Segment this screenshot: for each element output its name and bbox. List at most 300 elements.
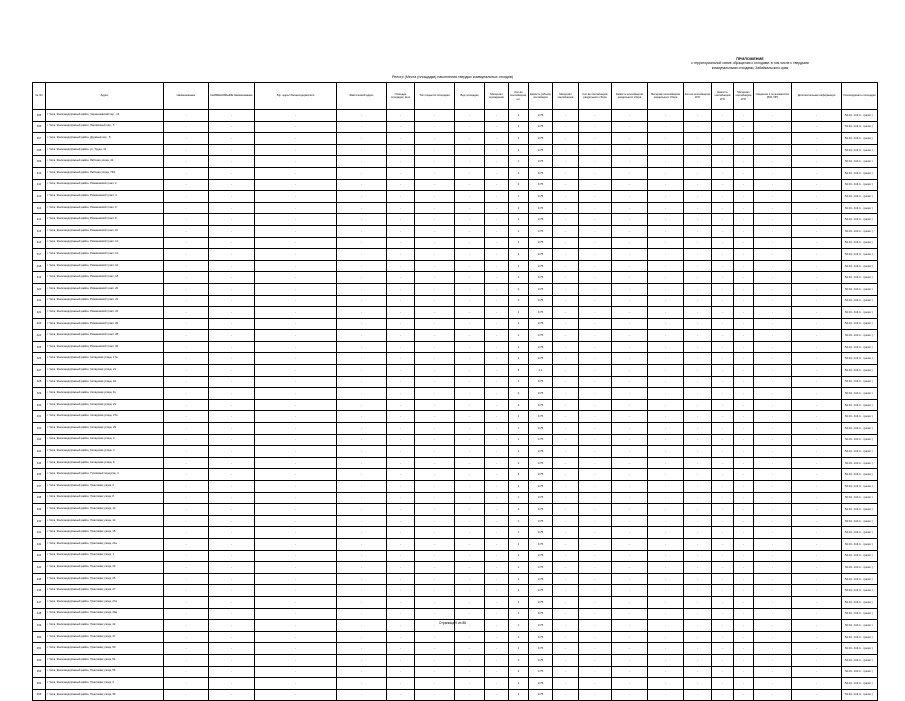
- blank-cell: -: [612, 191, 648, 203]
- container-count: 5: [509, 365, 529, 377]
- blank-cell: -: [255, 620, 337, 632]
- blank-cell: -: [415, 330, 455, 342]
- blank-cell: -: [684, 411, 712, 423]
- blank-cell: -: [612, 573, 648, 585]
- blank-cell: -: [164, 353, 209, 365]
- appendix-line-2: коммунальными отходами, Забайкальского края: [711, 65, 789, 70]
- row-address: г. Чита, Железнодорожный район, Трактовая улица, 40а: [46, 608, 164, 620]
- blank-cell: -: [553, 249, 579, 261]
- blank-cell: -: [337, 133, 387, 145]
- blank-cell: -: [209, 353, 255, 365]
- row-coordinates: 52.04...113.4... (нечит.): [842, 307, 878, 319]
- blank-cell: -: [209, 202, 255, 214]
- blank-cell: -: [337, 550, 387, 562]
- blank-cell: -: [255, 527, 337, 539]
- blank-cell: -: [734, 283, 754, 295]
- container-count: 2: [509, 388, 529, 400]
- row-number: 447: [33, 596, 46, 608]
- blank-cell: -: [648, 144, 684, 156]
- blank-cell: -: [712, 110, 734, 122]
- blank-cell: -: [684, 272, 712, 284]
- container-volume: 0.75: [529, 249, 553, 261]
- row-number: 410: [33, 167, 46, 179]
- blank-cell: -: [255, 596, 337, 608]
- blank-cell: -: [164, 469, 209, 481]
- blank-cell: -: [754, 191, 792, 203]
- row-number: 437: [33, 481, 46, 493]
- container-volume: 0.75: [529, 376, 553, 388]
- container-count: 1: [509, 481, 529, 493]
- blank-cell: -: [485, 411, 509, 423]
- blank-cell: -: [485, 457, 509, 469]
- blank-cell: -: [579, 295, 612, 307]
- blank-cell: -: [209, 365, 255, 377]
- blank-cell: -: [209, 341, 255, 353]
- container-count: 1: [509, 446, 529, 458]
- blank-cell: -: [255, 666, 337, 678]
- blank-cell: -: [579, 272, 612, 284]
- blank-cell: -: [684, 307, 712, 319]
- blank-cell: -: [579, 434, 612, 446]
- table-row: [33, 110, 878, 122]
- blank-cell: -: [754, 573, 792, 585]
- blank-cell: -: [455, 446, 485, 458]
- row-number: 450: [33, 631, 46, 643]
- blank-cell: -: [792, 202, 842, 214]
- blank-cell: -: [792, 191, 842, 203]
- blank-cell: -: [712, 295, 734, 307]
- blank-cell: -: [579, 191, 612, 203]
- blank-cell: -: [387, 121, 415, 133]
- row-address: г. Чита, Железнодорожный район, Трактовая улица, 36: [46, 689, 164, 701]
- table-row: [33, 249, 878, 261]
- blank-cell: -: [712, 469, 734, 481]
- blank-cell: -: [485, 295, 509, 307]
- blank-cell: -: [792, 167, 842, 179]
- blank-cell: -: [734, 376, 754, 388]
- blank-cell: -: [734, 562, 754, 574]
- row-number: 407: [33, 133, 46, 145]
- blank-cell: -: [754, 643, 792, 655]
- blank-cell: -: [337, 237, 387, 249]
- blank-cell: -: [612, 631, 648, 643]
- blank-cell: -: [612, 469, 648, 481]
- blank-cell: -: [648, 214, 684, 226]
- blank-cell: -: [337, 260, 387, 272]
- column-header: Геокоординаты площадки: [842, 83, 878, 110]
- row-address: г. Чита, Железнодорожный район, Трактовая улица, 18: [46, 527, 164, 539]
- row-coordinates: 52.04...113.4... (нечит.): [842, 214, 878, 226]
- blank-cell: -: [337, 585, 387, 597]
- blank-cell: -: [684, 399, 712, 411]
- table-row: [33, 399, 878, 411]
- blank-cell: -: [684, 365, 712, 377]
- column-header: Материал контейнеров: [553, 83, 579, 110]
- blank-cell: -: [648, 388, 684, 400]
- blank-cell: -: [579, 666, 612, 678]
- row-coordinates: 52.04...113.4... (нечит.): [842, 631, 878, 643]
- blank-cell: -: [579, 620, 612, 632]
- row-number: 415: [33, 225, 46, 237]
- blank-cell: -: [164, 283, 209, 295]
- blank-cell: -: [164, 376, 209, 388]
- row-address: г. Чита, Железнодорожный район, Романовский тракт, 28: [46, 330, 164, 342]
- blank-cell: -: [612, 144, 648, 156]
- blank-cell: -: [754, 620, 792, 632]
- blank-cell: -: [553, 295, 579, 307]
- blank-cell: -: [255, 272, 337, 284]
- blank-cell: -: [209, 504, 255, 516]
- blank-cell: -: [255, 492, 337, 504]
- blank-cell: -: [455, 457, 485, 469]
- blank-cell: -: [455, 550, 485, 562]
- table-row: [33, 689, 878, 701]
- table-row: [33, 515, 878, 527]
- blank-cell: -: [164, 156, 209, 168]
- blank-cell: -: [684, 260, 712, 272]
- blank-cell: -: [455, 237, 485, 249]
- blank-cell: -: [485, 260, 509, 272]
- blank-cell: -: [455, 678, 485, 690]
- container-volume: 0.75: [529, 515, 553, 527]
- row-address: г. Чита, Железнодорожный район, Тупиковый переулок, 4: [46, 469, 164, 481]
- container-count: 1: [509, 318, 529, 330]
- blank-cell: -: [648, 121, 684, 133]
- blank-cell: -: [415, 318, 455, 330]
- blank-cell: -: [612, 121, 648, 133]
- table-row: [33, 272, 878, 284]
- blank-cell: -: [485, 272, 509, 284]
- blank-cell: -: [579, 527, 612, 539]
- blank-cell: -: [164, 573, 209, 585]
- container-count: 1: [509, 608, 529, 620]
- blank-cell: -: [754, 179, 792, 191]
- blank-cell: -: [579, 573, 612, 585]
- blank-cell: -: [712, 341, 734, 353]
- blank-cell: -: [684, 596, 712, 608]
- blank-cell: -: [712, 504, 734, 516]
- row-number: 440: [33, 515, 46, 527]
- blank-cell: -: [415, 492, 455, 504]
- blank-cell: -: [387, 307, 415, 319]
- row-coordinates: 52.04...113.4... (нечит.): [842, 133, 878, 145]
- blank-cell: -: [754, 562, 792, 574]
- blank-cell: -: [255, 643, 337, 655]
- table-row: [33, 504, 878, 516]
- blank-cell: -: [455, 110, 485, 122]
- blank-cell: -: [712, 237, 734, 249]
- blank-cell: -: [553, 678, 579, 690]
- blank-cell: -: [209, 237, 255, 249]
- blank-cell: -: [485, 596, 509, 608]
- blank-cell: -: [754, 110, 792, 122]
- container-count: 1: [509, 272, 529, 284]
- container-volume: 0.75: [529, 307, 553, 319]
- table-row: [33, 585, 878, 597]
- column-header: Материал контейнеров раздельного сбора: [648, 83, 684, 110]
- blank-cell: -: [612, 666, 648, 678]
- blank-cell: -: [209, 214, 255, 226]
- blank-cell: -: [485, 341, 509, 353]
- column-header: Наименование: [164, 83, 209, 110]
- blank-cell: -: [164, 214, 209, 226]
- blank-cell: -: [553, 446, 579, 458]
- blank-cell: -: [754, 295, 792, 307]
- blank-cell: -: [255, 654, 337, 666]
- blank-cell: -: [553, 666, 579, 678]
- column-header: Дополнительная информация: [792, 83, 842, 110]
- blank-cell: -: [684, 562, 712, 574]
- blank-cell: -: [754, 457, 792, 469]
- blank-cell: -: [455, 643, 485, 655]
- blank-cell: -: [337, 446, 387, 458]
- blank-cell: -: [455, 504, 485, 516]
- row-coordinates: 52.04...113.4... (нечит.): [842, 388, 878, 400]
- blank-cell: -: [579, 457, 612, 469]
- blank-cell: -: [734, 237, 754, 249]
- row-address: г. Чита, Железнодорожный район, Романовский тракт, 18: [46, 272, 164, 284]
- container-count: 1: [509, 678, 529, 690]
- blank-cell: -: [792, 492, 842, 504]
- container-volume: 0.75: [529, 191, 553, 203]
- blank-cell: -: [337, 481, 387, 493]
- table-row: [33, 191, 878, 203]
- blank-cell: -: [648, 434, 684, 446]
- row-number: 423: [33, 318, 46, 330]
- blank-cell: -: [455, 527, 485, 539]
- container-volume: 0.75: [529, 388, 553, 400]
- blank-cell: -: [387, 144, 415, 156]
- blank-cell: -: [415, 399, 455, 411]
- container-volume: 0.75: [529, 167, 553, 179]
- blank-cell: -: [209, 388, 255, 400]
- container-volume: 0.75: [529, 469, 553, 481]
- blank-cell: -: [387, 481, 415, 493]
- blank-cell: -: [337, 538, 387, 550]
- blank-cell: -: [754, 596, 792, 608]
- blank-cell: -: [579, 399, 612, 411]
- blank-cell: -: [455, 388, 485, 400]
- blank-cell: -: [734, 272, 754, 284]
- blank-cell: -: [648, 562, 684, 574]
- blank-cell: -: [612, 689, 648, 701]
- blank-cell: -: [579, 365, 612, 377]
- blank-cell: -: [754, 214, 792, 226]
- row-address: г. Чита, Железнодорожный район, Чернышевский пер., 14: [46, 110, 164, 122]
- blank-cell: -: [387, 654, 415, 666]
- container-count: 1: [509, 585, 529, 597]
- blank-cell: -: [684, 481, 712, 493]
- blank-cell: -: [684, 318, 712, 330]
- blank-cell: -: [712, 538, 734, 550]
- container-volume: 0.75: [529, 260, 553, 272]
- container-count: 1: [509, 434, 529, 446]
- blank-cell: -: [387, 179, 415, 191]
- blank-cell: -: [255, 631, 337, 643]
- blank-cell: -: [579, 167, 612, 179]
- blank-cell: -: [485, 121, 509, 133]
- blank-cell: -: [337, 156, 387, 168]
- blank-cell: -: [255, 307, 337, 319]
- blank-cell: -: [337, 492, 387, 504]
- row-coordinates: 52.04...113.4... (нечит.): [842, 179, 878, 191]
- row-number: 418: [33, 260, 46, 272]
- blank-cell: -: [684, 469, 712, 481]
- blank-cell: -: [792, 585, 842, 597]
- row-number: 408: [33, 144, 46, 156]
- blank-cell: -: [387, 272, 415, 284]
- blank-cell: -: [612, 133, 648, 145]
- blank-cell: -: [387, 573, 415, 585]
- table-row: [33, 550, 878, 562]
- blank-cell: -: [684, 515, 712, 527]
- blank-cell: -: [337, 423, 387, 435]
- row-number: 434: [33, 446, 46, 458]
- blank-cell: -: [415, 504, 455, 516]
- blank-cell: -: [792, 504, 842, 516]
- blank-cell: -: [734, 318, 754, 330]
- blank-cell: -: [754, 144, 792, 156]
- blank-cell: -: [255, 434, 337, 446]
- blank-cell: -: [455, 156, 485, 168]
- blank-cell: -: [164, 110, 209, 122]
- blank-cell: -: [553, 283, 579, 295]
- blank-cell: -: [754, 318, 792, 330]
- row-coordinates: 52.04...113.4... (нечит.): [842, 469, 878, 481]
- container-count: 1: [509, 260, 529, 272]
- blank-cell: -: [255, 608, 337, 620]
- blank-cell: -: [612, 225, 648, 237]
- container-volume: 0.75: [529, 121, 553, 133]
- blank-cell: -: [255, 202, 337, 214]
- blank-cell: -: [579, 388, 612, 400]
- blank-cell: -: [712, 388, 734, 400]
- blank-cell: -: [553, 504, 579, 516]
- blank-cell: -: [209, 249, 255, 261]
- blank-cell: -: [579, 446, 612, 458]
- blank-cell: -: [579, 330, 612, 342]
- blank-cell: -: [387, 365, 415, 377]
- blank-cell: -: [255, 283, 337, 295]
- blank-cell: -: [337, 643, 387, 655]
- row-number: 446: [33, 585, 46, 597]
- blank-cell: -: [485, 307, 509, 319]
- row-address: г. Чита, Железнодорожный район, Романовский тракт, 26: [46, 318, 164, 330]
- blank-cell: -: [164, 608, 209, 620]
- column-header: Вид площадки: [455, 83, 485, 110]
- blank-cell: -: [455, 666, 485, 678]
- blank-cell: -: [712, 666, 734, 678]
- blank-cell: -: [415, 434, 455, 446]
- blank-cell: -: [579, 481, 612, 493]
- blank-cell: -: [415, 469, 455, 481]
- blank-cell: -: [734, 469, 754, 481]
- container-count: 1: [509, 538, 529, 550]
- blank-cell: -: [337, 562, 387, 574]
- row-coordinates: 52.04...113.4... (нечит.): [842, 666, 878, 678]
- blank-cell: -: [485, 237, 509, 249]
- row-address: г. Чита, Железнодорожный район, Трактовая улица, 50: [46, 643, 164, 655]
- table-row: [33, 643, 878, 655]
- blank-cell: -: [337, 144, 387, 156]
- blank-cell: -: [455, 411, 485, 423]
- blank-cell: -: [387, 423, 415, 435]
- blank-cell: -: [579, 260, 612, 272]
- blank-cell: -: [684, 504, 712, 516]
- blank-cell: -: [792, 527, 842, 539]
- blank-cell: -: [485, 631, 509, 643]
- blank-cell: -: [712, 423, 734, 435]
- blank-cell: -: [455, 121, 485, 133]
- blank-cell: -: [734, 550, 754, 562]
- blank-cell: -: [612, 481, 648, 493]
- blank-cell: -: [337, 121, 387, 133]
- blank-cell: -: [612, 110, 648, 122]
- blank-cell: -: [415, 666, 455, 678]
- blank-cell: -: [792, 376, 842, 388]
- blank-cell: -: [485, 515, 509, 527]
- blank-cell: -: [255, 179, 337, 191]
- row-address: г. Чита, Железнодорожный район, Романовский тракт, 30: [46, 341, 164, 353]
- row-number: 420: [33, 283, 46, 295]
- blank-cell: -: [415, 225, 455, 237]
- blank-cell: -: [792, 538, 842, 550]
- blank-cell: -: [209, 330, 255, 342]
- blank-cell: -: [612, 562, 648, 574]
- container-count: 1: [509, 249, 529, 261]
- blank-cell: -: [792, 399, 842, 411]
- row-number: 449: [33, 620, 46, 632]
- blank-cell: -: [648, 678, 684, 690]
- blank-cell: -: [164, 631, 209, 643]
- blank-cell: -: [209, 283, 255, 295]
- blank-cell: -: [684, 678, 712, 690]
- blank-cell: -: [485, 376, 509, 388]
- row-number: 452: [33, 654, 46, 666]
- blank-cell: -: [734, 573, 754, 585]
- blank-cell: -: [553, 469, 579, 481]
- blank-cell: -: [387, 469, 415, 481]
- blank-cell: -: [164, 307, 209, 319]
- blank-cell: -: [712, 121, 734, 133]
- blank-cell: -: [712, 249, 734, 261]
- blank-cell: -: [415, 527, 455, 539]
- blank-cell: -: [792, 457, 842, 469]
- container-volume: 0.75: [529, 237, 553, 249]
- blank-cell: -: [337, 365, 387, 377]
- blank-cell: -: [553, 353, 579, 365]
- blank-cell: -: [209, 527, 255, 539]
- blank-cell: -: [734, 654, 754, 666]
- container-count: 1: [509, 341, 529, 353]
- row-number: 442: [33, 538, 46, 550]
- blank-cell: -: [209, 631, 255, 643]
- container-volume: 0.75: [529, 225, 553, 237]
- blank-cell: -: [792, 341, 842, 353]
- blank-cell: -: [485, 538, 509, 550]
- container-volume: 0.75: [529, 330, 553, 342]
- table-row: [33, 330, 878, 342]
- blank-cell: -: [612, 608, 648, 620]
- blank-cell: -: [754, 689, 792, 701]
- container-count: 1: [509, 411, 529, 423]
- blank-cell: -: [648, 260, 684, 272]
- blank-cell: -: [754, 538, 792, 550]
- row-number: 406: [33, 121, 46, 133]
- blank-cell: -: [792, 144, 842, 156]
- blank-cell: -: [255, 341, 337, 353]
- blank-cell: -: [579, 121, 612, 133]
